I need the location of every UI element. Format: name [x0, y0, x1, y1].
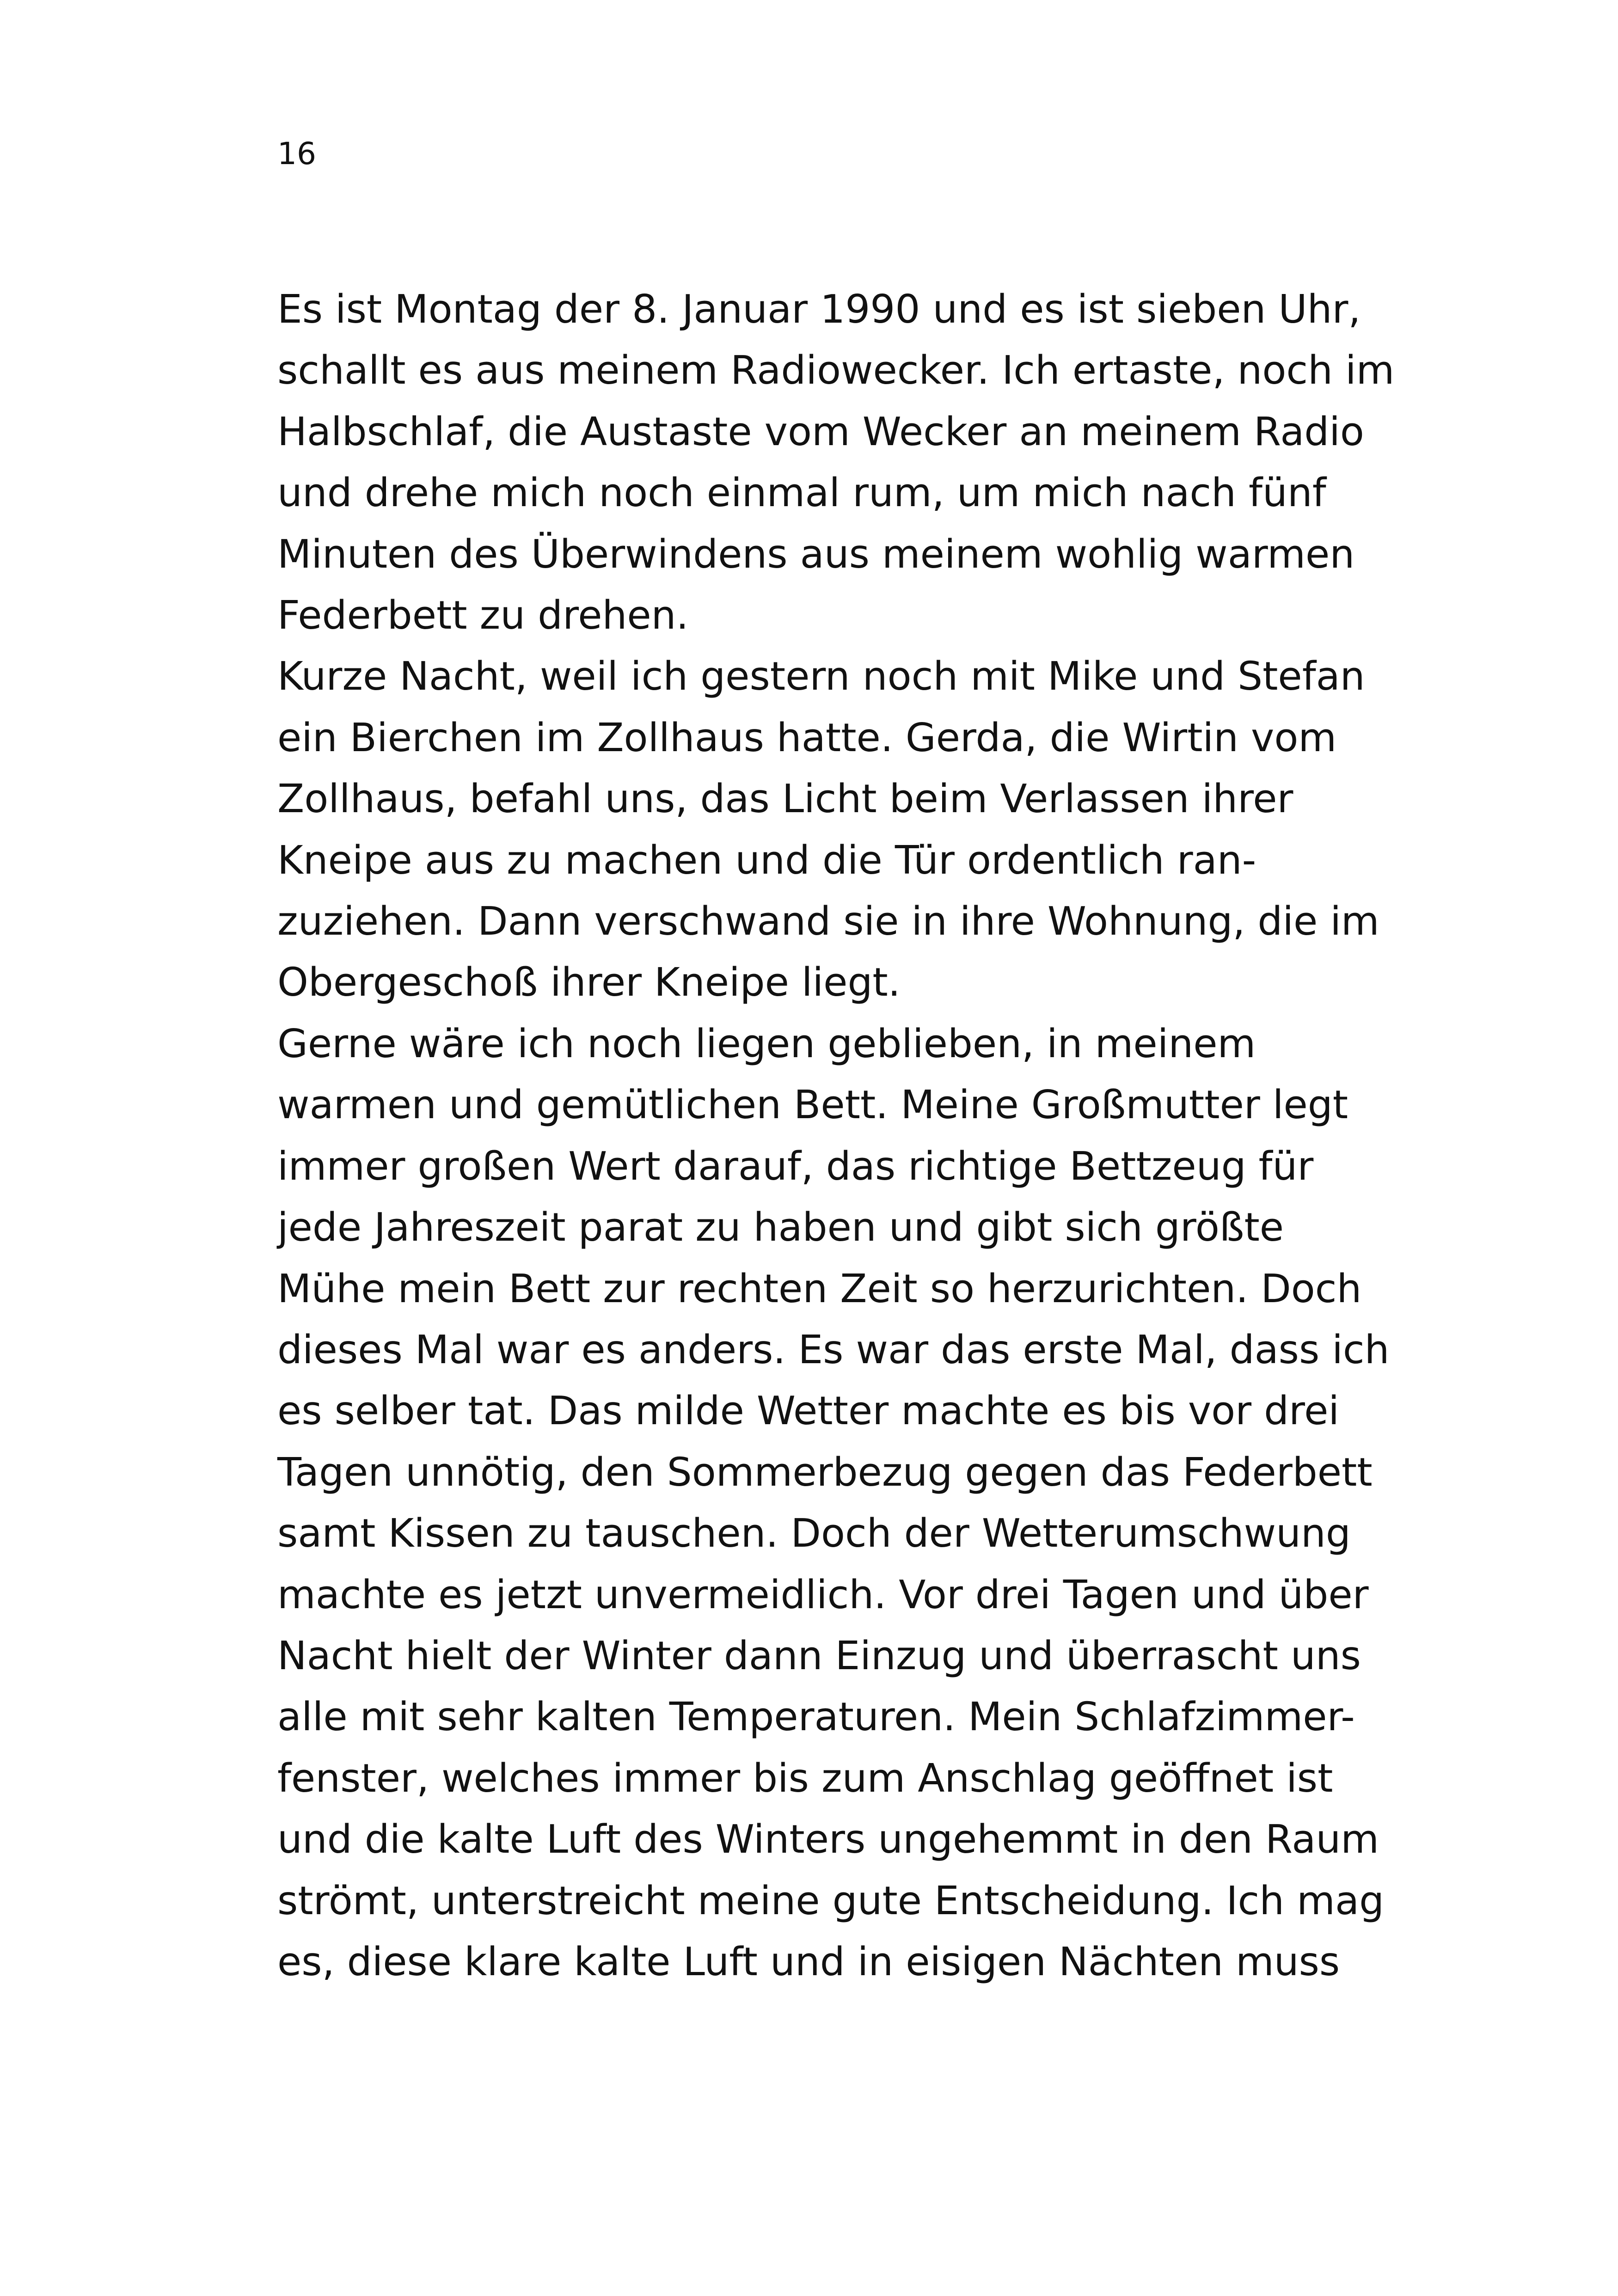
text-line: strömt, unterstreicht meine gute Entscheidung. Ich mag — [277, 1878, 1385, 1924]
text-line: Es ist Montag der 8. Januar 1990 und es ist sieben Uhr, — [277, 287, 1361, 332]
text-line: immer großen Wert darauf, das richtige Bettzeug für — [277, 1143, 1314, 1189]
text-line: Zollhaus, befahl uns, das Licht beim Verlassen ihrer — [277, 776, 1293, 822]
text-line: jede Jahreszeit parat zu haben und gibt sich größte — [277, 1205, 1284, 1251]
text-line: Federbett zu drehen. — [277, 593, 689, 639]
text-line: dieses Mal war es anders. Es war das erste Mal, dass ich — [277, 1327, 1390, 1373]
text-line: es selber tat. Das milde Wetter machte es bis vor drei — [277, 1388, 1340, 1434]
text-line: ein Bierchen im Zollhaus hatte. Gerda, die Wirtin vom — [277, 715, 1337, 761]
text-line: und drehe mich noch einmal rum, um mich nach fünf — [277, 470, 1326, 516]
text-line: machte es jetzt unvermeidlich. Vor drei Tagen und über — [277, 1572, 1369, 1618]
text-line: Kneipe aus zu machen und die Tür ordentlich ran- — [277, 837, 1256, 883]
text-line: samt Kissen zu tauschen. Doch der Wetterumschwung — [277, 1511, 1351, 1557]
text-line: Nacht hielt der Winter dann Einzug und überrascht uns — [277, 1633, 1361, 1679]
text-line: Mühe mein Bett zur rechten Zeit so herzurichten. Doch — [277, 1266, 1362, 1312]
text-line: schallt es aus meinem Radiowecker. Ich ertaste, noch im — [277, 348, 1395, 394]
body-text — [277, 279, 1395, 1993]
text-line: Obergeschoß ihrer Kneipe liegt. — [277, 960, 901, 1006]
text-line: Gerne wäre ich noch liegen geblieben, in meinem — [277, 1021, 1256, 1067]
text-line: Kurze Nacht, weil ich gestern noch mit Mike und Stefan — [277, 654, 1365, 700]
text-line: und die kalte Luft des Winters ungehemmt in den Raum — [277, 1817, 1379, 1863]
page-number: 16 — [277, 136, 316, 171]
text-line: alle mit sehr kalten Temperaturen. Mein Schlafzimmer- — [277, 1694, 1355, 1740]
text-line: fenster, welches immer bis zum Anschlag geöffnet ist — [277, 1755, 1333, 1801]
text-line: warmen und gemütlichen Bett. Meine Großmutter legt — [277, 1082, 1348, 1128]
text-line: zuziehen. Dann verschwand sie in ihre Wohnung, die im — [277, 899, 1379, 945]
text-line: Tagen unnötig, den Sommerbezug gegen das Federbett — [277, 1449, 1373, 1495]
text-line: es, diese klare kalte Luft und in eisigen Nächten muss — [277, 1939, 1340, 1985]
text-line: Minuten des Überwindens aus meinem wohlig warmen — [277, 531, 1355, 577]
text-line: Halbschlaf, die Austaste vom Wecker an meinem Radio — [277, 409, 1364, 455]
